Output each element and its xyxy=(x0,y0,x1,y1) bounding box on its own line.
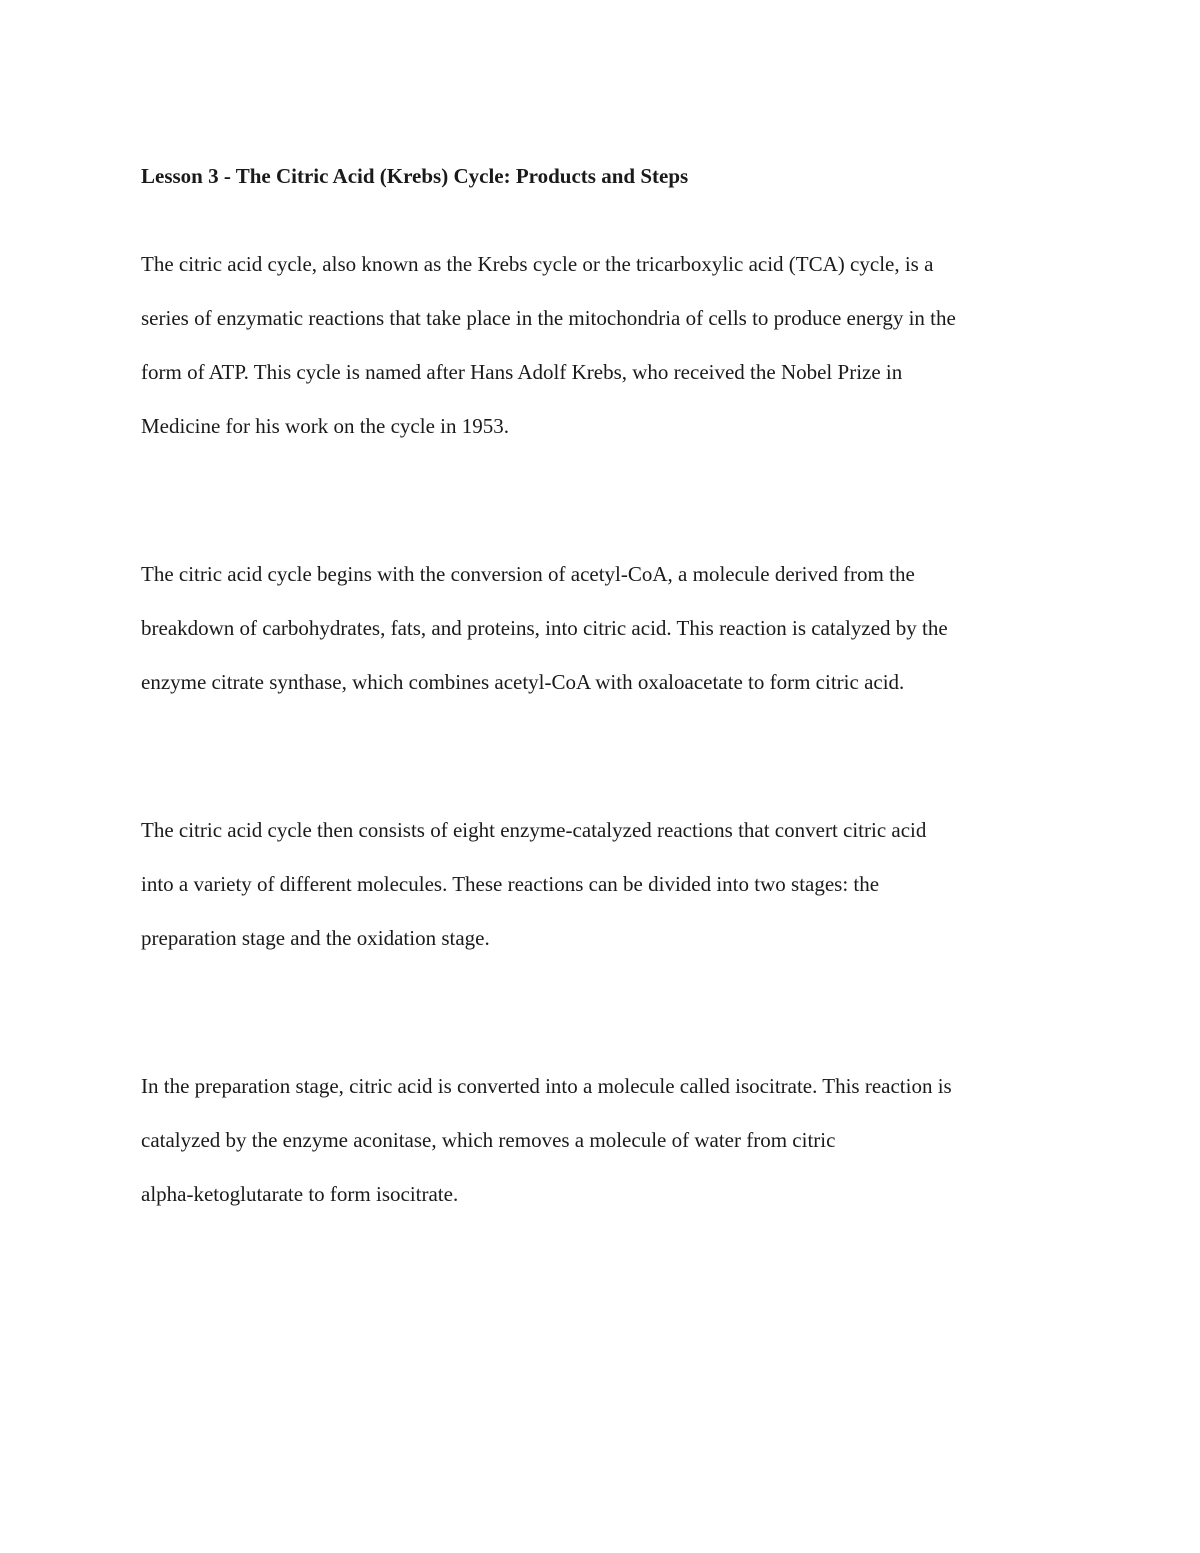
paragraph-2 xyxy=(141,547,1061,709)
document-body xyxy=(141,161,1061,1221)
paragraph-line: into a variety of different molecules. These reactions can be divided into two stages: the xyxy=(141,872,880,896)
paragraph-line: The citric acid cycle begins with the conversion of acetyl-CoA, a molecule derived from the xyxy=(141,562,915,586)
paragraph-line: alpha-ketoglutarate to form isocitrate. xyxy=(141,1182,459,1206)
paragraph-line: form of ATP. This cycle is named after Hans Adolf Krebs, who received the Nobel Prize in xyxy=(141,360,903,384)
page-title: Lesson 3 - The Citric Acid (Krebs) Cycle: Products and Steps xyxy=(141,164,689,188)
paragraph-line: preparation stage and the oxidation stage. xyxy=(141,926,490,950)
paragraph-3 xyxy=(141,803,1061,965)
paragraph-line: Medicine for his work on the cycle in 1953. xyxy=(141,414,509,438)
paragraph-1 xyxy=(141,237,1061,453)
paragraph-line: series of enzymatic reactions that take place in the mitochondria of cells to produce energy in the xyxy=(141,306,956,330)
paragraph-line: enzyme citrate synthase, which combines acetyl-CoA with oxaloacetate to form citric acid. xyxy=(141,670,905,694)
paragraph-line: In the preparation stage, citric acid is converted into a molecule called isocitrate. This reaction is xyxy=(141,1074,952,1098)
paragraph-4 xyxy=(141,1059,1061,1221)
paragraph-line: The citric acid cycle then consists of eight enzyme-catalyzed reactions that convert citric acid xyxy=(141,818,927,842)
paragraph-line: catalyzed by the enzyme aconitase, which removes a molecule of water from citric xyxy=(141,1128,836,1152)
paragraph-line: breakdown of carbohydrates, fats, and proteins, into citric acid. This reaction is catalyzed by the xyxy=(141,616,948,640)
paragraph-line: The citric acid cycle, also known as the Krebs cycle or the tricarboxylic acid (TCA) cycle, is a xyxy=(141,252,934,276)
